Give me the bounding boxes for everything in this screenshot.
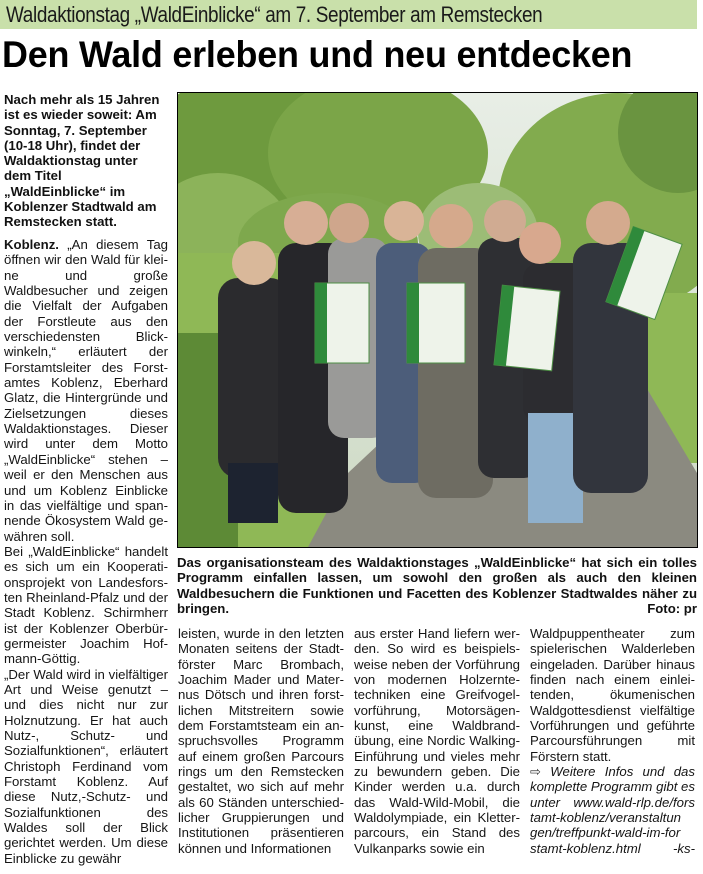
author-signature: -ks- [673, 840, 695, 856]
kicker-band [0, 0, 697, 29]
paragraph-col3: aus erster Hand liefern werden. So wird es beispielsweise neben der Vorführung von modernen Holzerntetechniken eine Greifvogelvorführung, Motorsägenkunst, eine Waldbrandübung, eine Nordic Walking-Einführung und vieles mehr zu bewundern geben. Die Kinder werden u.a. durch das Wald-Wild-Mobil, die Waldolympiade, ein Kletterparcours, ein Stand des Vulkanparks sowie ein [354, 626, 520, 856]
paragraph-1-text: „An diesem Tag öffnen wir den Wald für kleine und große Waldbesucher und zeigen die Vielfalt der Aufgaben der Forstleute aus den verschiedensten Blickwinkeln,“ erläutert der Forstamtsleiter des Forstamtes Koblenz, Eberhard Glatz, die Hintergründe und Zielsetzungen dieses Waldaktionstages. Dieser wird unter dem Motto „WaldEinblicke“ stehen – weil er den Menschen aus und um Koblenz Einblicke in das vielfältige und spannende Ökosystem Wald gewähren soll. [4, 237, 168, 544]
arrow-right-icon: ⇨ [530, 764, 542, 780]
headline: Den Wald erleben und neu entdecken [2, 34, 633, 75]
lead-paragraph: Nach mehr als 15 Jahren ist es wieder soweit: Am Sonntag, 7. September (10-18 Uhr), findet der Waldaktionstag unter dem Titel „WaldEinblicke“ im Koblenzer Stadtwald am Remstecken statt. [4, 92, 160, 230]
photo-illustration [178, 93, 697, 547]
caption-text: Das organisationsteam des Waldaktionstages „WaldEinblicke“ hat sich ein tolles Programm einfallen lassen, um sowohl den großen als auch den kleinen Waldbesuchern die Funktionen und Facetten des Koblenzer Stadtwaldes näher zu bringen. [177, 555, 697, 616]
info-box [530, 764, 695, 856]
group-photo [177, 92, 698, 548]
article-column-2 [178, 626, 344, 856]
article-column-4 [530, 626, 695, 856]
dateline: Koblenz. [4, 237, 59, 252]
article-column-1 [4, 237, 168, 866]
paragraph-1 [4, 237, 168, 544]
kicker-text: Waldaktionstag „WaldEinblicke“ am 7. September am Remstecken [6, 2, 543, 27]
photo-caption [177, 555, 697, 616]
paragraph-2: Bei „WaldEinblicke“ handelt es sich um ein Kooperationsprojekt von Landesforsten Rheinland-Pfalz und der Stadt Koblenz. Schirmherr ist der Koblenzer Oberbürgermeister Joachim Hofmann-Göttig. [4, 543, 168, 667]
photo-credit: Foto: pr [647, 600, 697, 616]
paragraph-col2: leisten, wurde in den letzten Monaten seitens der Stadtförster Marc Brombach, Joachim Mader und Maternus Dötsch und ihren forstlichen Mitstreitern sowie dem Forstamtsteam ein anspruchsvolles Programm auf einem großen Parcours rings um den Remstecken gestaltet, wo sich auf mehr als 60 Ständen unterschiedlicher Gruppierungen und Institutionen präsentieren können und Informationen [178, 626, 344, 856]
paragraph-col4: Waldpuppentheater zum spielerischen Walderleben eingeladen. Darüber hinaus finden nach einem einleitenden, ökumenischen Waldgottesdienst vielfältige Vorführungen und geführte Parcoursführungen mit Förstern statt. [530, 626, 695, 764]
article-column-3 [354, 626, 520, 856]
info-text: Weitere Infos und das komplette Programm gibt es unter www.wald-rlp.de/fors tamt-koblenz/veranstaltun gen/treffpunkt-wald-im-for stamt-koblenz.html [530, 764, 695, 856]
paragraph-3: „Der Wald wird in vielfältiger Art und Weise genutzt – und dies nicht nur zur Holznutzung. Er hat auch Nutz-, Schutz- und Sozialfunktionen“, erläutert Christoph Ferdinand vom Forstamt Koblenz. Auf diese Nutz,-Schutz- und Sozialfunktionen des Waldes soll der Blick gerichtet werden. Um diese Einblicke zu gewähr [4, 666, 168, 866]
